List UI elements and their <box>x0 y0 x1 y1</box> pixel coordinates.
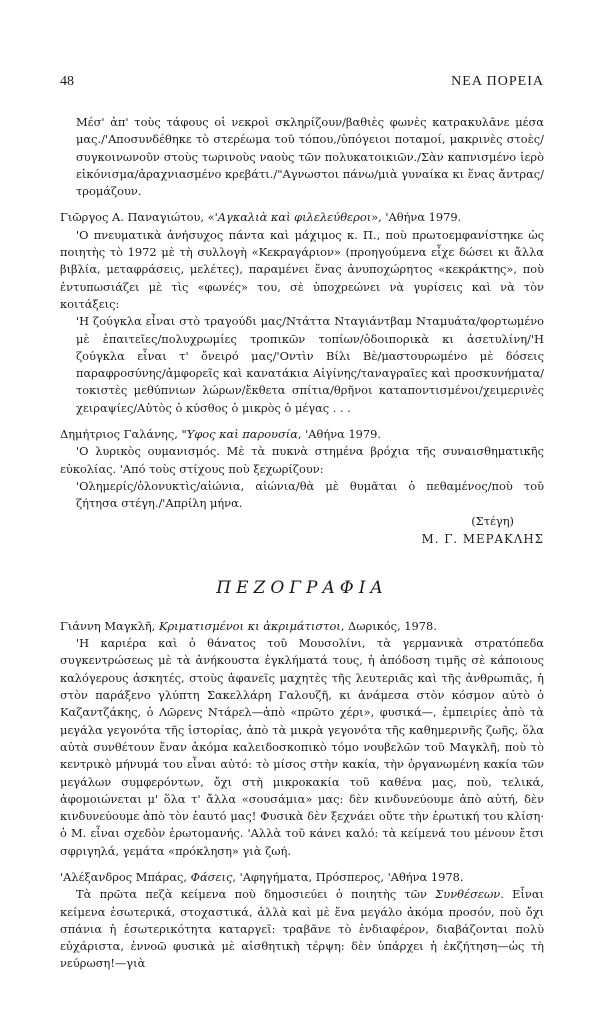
book-title: "Υφος καὶ παρουσία <box>181 427 298 442</box>
reviewer-signature: Μ. Γ. ΜΕΡΑΚΛΗΣ <box>421 531 544 546</box>
book-title: 'Αγκαλιὰ καὶ φιλελεύθεροι <box>214 210 372 225</box>
review-heading-panagiotou: Γιῶργος Α. Παναγιώτου, «'Αγκαλιὰ καὶ φιλελεύθεροι», 'Αθήνα 1979. <box>60 210 462 225</box>
review-text-magklis: 'Η καριέρα καὶ ὁ θάνατος τοῦ Μουσολίνι, τὰ γερμανικὰ στρατόπεδα συγκεντρώσεως μὲ τὰ ἀνήκουστα ἐγκλήματά τους, ἡ ἀπόδοση τιμῆς σὲ κάποιους καλόγερους ἀσκητές, στοὺς ἀφανεῖς μαχητὲς τῆς λευτεριᾶς καὶ τῆς ἀνθρωπιᾶς, ἡ στὸν παράξενο γλύπτη Σακελλάρη Γαλουζῆ, κι ἀνάμεσα στὸν κόσμον αὐτὸ ὁ Καζαντζάκης, ὁ Λῶρενς Ντάρελ—ἀπὸ «πρῶτο χέρι», φυσικά—, ἐμπειρίες ἀπὸ τὰ μεγάλα γεγονότα τῆς ἱστορίας, ἀπὸ τὰ μικρὰ γεγονότα τῆς καθημερινῆς ζωῆς, ὅλα αὐτὰ συνθέτουν ἕναν ἀκόμα καλειδοσκοπικὸ τόμο νουβελῶν τοῦ Μαγκλῆ, ποὺ τὸ κεντρικὸ μήνυμά του εἶναι αὐτό: τὸ μίσος στὴν κακία, τὴν ὀργανωμένη κακία τῶν μεγάλων συμφερόντων, ὄχι στὴ μικροκακία τοῦ καθένα μας, ποὺ, τελικά, ἀφομοιώνεται μ' ὅλα τ' ἄλλα «σουσάμια» μας: δὲν κινδυνεύουμε ἀπὸ αὐτή, δὲν κινδυνεύουμε ἀπὸ τὸν ἑαυτό μας! Φυσικὰ δὲν ξεχνάει οὔτε τὴν ἐρωτική του κλίση· ὁ Μ. εἶναι σχεδὸν ἐρωτομανής. 'Αλλὰ τοῦ κάνει καλό: τὰ κείμενά του μένουν ἔτσι σφριγηλά, γεμάτα «πρόκληση» γιὰ ζωή. <box>60 636 544 858</box>
review-text-galanis: 'Ο λυρικὸς ουμανισμός. Μὲ τὰ πυκνὰ στημένα βρόχια τῆς συναισθηματικῆς εὐκολίας. 'Από τοὺς στίχους ποὺ ξεχωρίζουν: <box>60 444 544 476</box>
running-title: ΝΕΑ ΠΟΡΕΙΑ <box>451 74 544 89</box>
book-title: Κριματισμένοι κι ἀκριμάτιστοι <box>158 618 341 633</box>
poem-quote-panagiotou: 'Η ζούγκλα εἶναι στὸ τραγούδι μας/Ντάττα Νταγιάντβαμ Νταμυάτα/φορτωμένο μὲ ἐπαιτεῖες/πολυχρωμίες τροπικῶν τοπίων/ὁδοιπορικὰ κι ἀσετυλίνη/'Η ζούγκλα εἶναι τ' ὄνειρό μας/'Οντὶν Βίλι Βὲ/μαστουρωμένο μὲ δόσεις παραφροσύνης/ἀμφορεῖς καὶ κανατάκια Αἰγίνης/ταναγραῖες καὶ προσκυνήματα/τοκιστὲς μεθύπνιων λώρων/ἔκθετα σπίτια/θρῆνοι καταποντισμένοι/χειμερινὲς χειραψίες/Αὐτὸς ὁ κύσθος ὁ μικρὸς ὁ μέγας . . . <box>76 314 544 415</box>
page-number: 48 <box>60 74 74 89</box>
review-heading-magklis: Γιάννη Μαγκλῆ, Κριματισμένοι κι ἀκριμάτιστοι, Δωρικός, 1978. <box>60 618 437 633</box>
section-title: ΠΕΖΟΓΡΑΦΙΑ <box>216 577 388 598</box>
poem-source: (Στέγη) <box>471 513 514 528</box>
review-heading-galanis: Δημήτριος Γαλάνης, "Υφος καὶ παρουσία, 'Αθήνα 1979. <box>60 427 382 442</box>
review-text-panagiotou: 'Ο πνευματικὰ ἀνήσυχος πάντα καὶ μάχιμος κ. Π., ποὺ πρωτοεμφανίστηκε ὡς ποιητὴς τὸ 1972 μὲ τὴ συλλογὴ «Κεκραγάριον» (προηγούμενα εἶχε δώσει κι ἄλλα βιβλία, μεταφράσεις, μελέτες), παραμένει ἕνας ἀνυποχώρητος «κεκράκτης», ποὺ ἐντυπωσιάζει μὲ τὶς «φωνές» του, σὲ ὑποχρεώνει νὰ γυρίσεις καὶ νὰ τὸν κοιτάξεις: <box>60 227 544 311</box>
page-header <box>60 74 544 90</box>
poem-quote-galanis: 'Ολημερίς/ὁλονυκτὶς/αἰώνια, αἰώνια/θὰ μὲ θυμᾶται ὁ πεθαμένος/ποὺ τοῦ ζήτησα στέγη./'Απρίλη μήνα. (Στέγη) <box>60 478 544 530</box>
book-title: Φάσεις <box>190 869 233 884</box>
review-heading-baras: 'Αλέξανδρος Μπάρας, Φάσεις, 'Αφηγήματα, Πρόσπερος, 'Αθήνα 1978. <box>60 869 464 884</box>
review-text-baras: Τὰ πρῶτα πεζὰ κείμενα ποὺ δημοσιεύει ὁ ποιητὴς τῶν Συνθέσεων. Εἶναι κείμενα ἐσωτερικά, στοχαστικά, ἀλλὰ καὶ μὲ ἕνα μεγάλο ἀκόμα προσόν, ποὺ ὄχι σπάνια ἡ ἐσωτερικότητα καταργεῖ: τραβᾶνε τὸ ἐνδιαφέρον, διαβάζονται πολὺ εὐχάριστα, ἐννοῶ φυσικὰ μὲ αἰσθητικὴ τέρψη: δὲν ὑπάρχει ἡ ἐκζήτηση—ὡς τὴ νεύρωση!—γιὰ <box>60 887 544 971</box>
intro-poem-quote: Μέσ' ἀπ' τοὺς τάφους οἱ νεκροὶ σκληρίζουν/βαθιὲς φωνὲς κατρακυλᾶνε μέσα μας./'Αποσυνδέθηκε τὸ στερέωμα τοῦ τόπου,/ὑπόγειοι ποταμοί, μακρινὲς στοὲς/συγκοινωνοῦν στοὺς τωρινοὺς ναοὺς τῶν πολυκατοικιῶν./Σὰν καπνισμένο ἱερὸ εἰκόνισμα/ἀραχνιασμένο κρεβάτι./"Αγνωστοι πάνω/μιὰ γυναίκα κι ἕνας ἄντρας/τρομάζουν. <box>76 115 544 199</box>
